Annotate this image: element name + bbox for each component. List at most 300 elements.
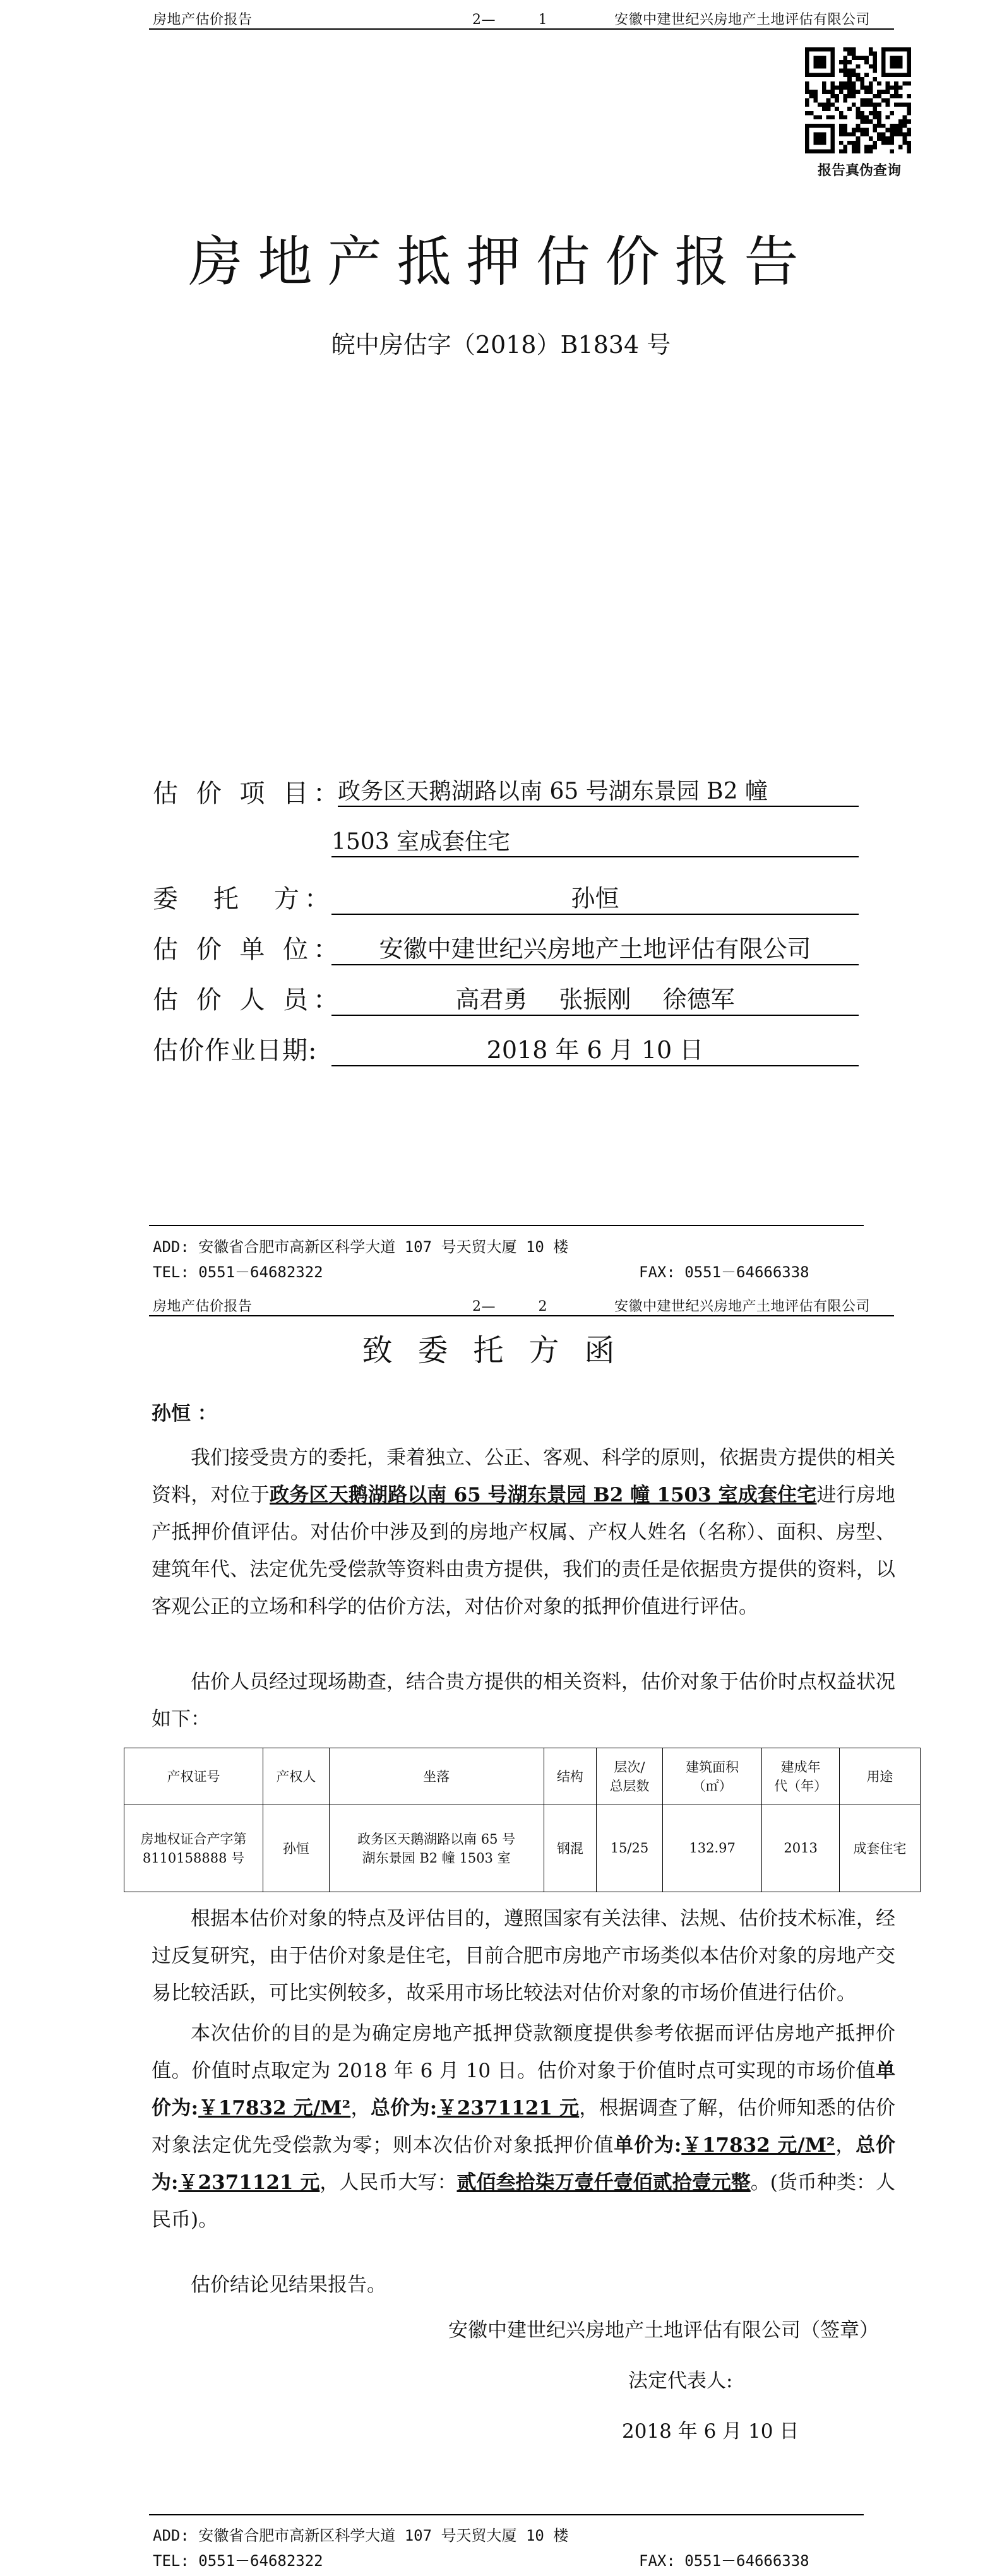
qr-module bbox=[907, 52, 911, 56]
qr-module bbox=[805, 141, 809, 145]
qr-module bbox=[864, 149, 869, 153]
qr-module bbox=[843, 94, 847, 98]
qr-module bbox=[890, 149, 894, 153]
qr-module bbox=[894, 47, 898, 52]
signature-date: 2018 年 6 月 10 日 bbox=[622, 2420, 799, 2443]
qr-module bbox=[822, 90, 826, 94]
page2-footer-tel: TEL: 0551－64682322 bbox=[153, 2552, 323, 2570]
td-area: 132.97 bbox=[662, 1804, 762, 1892]
qr-module bbox=[877, 90, 881, 94]
qr-module bbox=[822, 56, 826, 60]
qr-module bbox=[805, 145, 809, 150]
qr-module bbox=[852, 132, 856, 136]
qr-module bbox=[907, 47, 911, 52]
qr-module bbox=[852, 47, 856, 52]
th-location: 坐落 bbox=[329, 1748, 544, 1804]
qr-module bbox=[869, 136, 873, 141]
qr-module bbox=[852, 145, 856, 150]
qr-module bbox=[894, 128, 898, 133]
qr-module bbox=[881, 60, 886, 64]
qr-module bbox=[898, 102, 903, 107]
qr-module bbox=[890, 132, 894, 136]
qr-module bbox=[886, 102, 890, 107]
qr-module bbox=[890, 47, 894, 52]
p1-c: 进行房地产抵押价值评估。对估价中涉及到的房地产权属、产权人姓名（名称）、面积、房型、建筑年代、法定优先受偿款等资料由贵方提供，我们的责任是依据贵方提供的资料，以客观公正的立场和科学的估价方法，对估价对象的抵押价值进行评估。 bbox=[152, 1484, 896, 1618]
qr-module bbox=[830, 52, 835, 56]
qr-module bbox=[805, 69, 809, 73]
qr-module bbox=[813, 94, 818, 98]
paragraph-4 bbox=[152, 2015, 895, 2239]
qr-module bbox=[860, 119, 864, 124]
qr-module bbox=[873, 141, 878, 145]
qr-module bbox=[894, 124, 898, 128]
qr-module bbox=[864, 73, 869, 77]
qr-module bbox=[860, 98, 864, 103]
qr-module bbox=[856, 56, 861, 60]
td-use: 成套住宅 bbox=[839, 1804, 920, 1892]
qr-module bbox=[847, 73, 852, 77]
qr-module bbox=[877, 132, 881, 136]
qr-module bbox=[830, 94, 835, 98]
qr-module bbox=[809, 149, 814, 153]
qr-module bbox=[898, 64, 903, 69]
project-label: 估 价 项 目： bbox=[153, 779, 344, 808]
qr-module bbox=[890, 128, 894, 133]
qr-module bbox=[826, 116, 831, 120]
p4-b: 单价为: bbox=[152, 2060, 895, 2120]
qr-module bbox=[873, 102, 878, 107]
qr-module bbox=[877, 111, 881, 116]
td-year: 2013 bbox=[762, 1804, 839, 1892]
qr-module bbox=[835, 98, 839, 103]
qr-module bbox=[830, 90, 835, 94]
qr-module bbox=[856, 64, 861, 69]
qr-module bbox=[860, 116, 864, 120]
qr-module bbox=[898, 60, 903, 64]
qr-module bbox=[864, 102, 869, 107]
qr-module bbox=[873, 145, 878, 150]
work-date-value: 2018 年 6 月 10 日 bbox=[331, 1030, 859, 1066]
qr-module bbox=[886, 47, 890, 52]
qr-module bbox=[856, 124, 861, 128]
appraisers-label: 估 价 人 员： bbox=[153, 986, 344, 1015]
qr-module bbox=[843, 69, 847, 73]
qr-module bbox=[813, 56, 818, 60]
qr-module bbox=[805, 102, 809, 107]
qr-module bbox=[826, 149, 831, 153]
p4-k: 总价为: bbox=[152, 2134, 896, 2194]
market-total-price: ￥2371121 元 bbox=[437, 2097, 580, 2120]
qr-module bbox=[852, 149, 856, 153]
qr-module bbox=[898, 94, 903, 98]
qr-module bbox=[886, 136, 890, 141]
qr-module bbox=[877, 81, 881, 86]
qr-module bbox=[903, 136, 907, 141]
qr-module bbox=[822, 73, 826, 77]
qr-module bbox=[907, 119, 911, 124]
property-table bbox=[124, 1748, 921, 1892]
qr-module bbox=[881, 124, 886, 128]
qr-module bbox=[881, 141, 886, 145]
qr-module bbox=[860, 132, 864, 136]
appraiser-unit-value: 安徽中建世纪兴房地产土地评估有限公司 bbox=[331, 929, 859, 965]
qr-module bbox=[890, 85, 894, 90]
qr-module bbox=[856, 141, 861, 145]
qr-module bbox=[907, 102, 911, 107]
qr-module bbox=[869, 102, 873, 107]
qr-module bbox=[818, 136, 822, 141]
qr-module bbox=[830, 132, 835, 136]
qr-module bbox=[839, 90, 844, 94]
qr-module bbox=[894, 73, 898, 77]
qr-module bbox=[852, 81, 856, 86]
page1-header-rule bbox=[149, 28, 894, 30]
qr-module bbox=[805, 81, 809, 86]
qr-module bbox=[881, 90, 886, 94]
signature-legal-rep: 法定代表人: bbox=[628, 2370, 733, 2392]
page1-footer-rule bbox=[149, 1225, 864, 1226]
qr-module bbox=[830, 149, 835, 153]
qr-module bbox=[852, 85, 856, 90]
qr-module bbox=[839, 128, 844, 133]
p4-d: ， bbox=[350, 2097, 371, 2120]
qr-module bbox=[830, 141, 835, 145]
qr-module bbox=[881, 52, 886, 56]
qr-module bbox=[860, 56, 864, 60]
qr-module bbox=[873, 60, 878, 64]
qr-module bbox=[852, 69, 856, 73]
qr-module bbox=[869, 145, 873, 150]
qr-module bbox=[847, 132, 852, 136]
qr-module bbox=[809, 94, 814, 98]
qr-module bbox=[818, 60, 822, 64]
qr-module bbox=[813, 149, 818, 153]
qr-module bbox=[886, 85, 890, 90]
qr-module bbox=[843, 132, 847, 136]
qr-module bbox=[813, 136, 818, 141]
qr-module bbox=[835, 94, 839, 98]
qr-module bbox=[839, 149, 844, 153]
qr-module bbox=[839, 69, 844, 73]
qr-module bbox=[822, 141, 826, 145]
p4-m: ，人民币大写： bbox=[319, 2171, 457, 2194]
qr-module bbox=[886, 128, 890, 133]
qr-module bbox=[898, 119, 903, 124]
p1-a: 我们接受贵方的委托，秉着独立、公正、客观、科学的原则，依据贵方提供的相关资料，对位于 bbox=[152, 1446, 895, 1506]
qr-module bbox=[856, 111, 861, 116]
p2-text: 估价人员经过现场勘查，结合贵方提供的相关资料，估价对象于估价时点权益状况如下： bbox=[152, 1671, 895, 1731]
qr-module bbox=[822, 124, 826, 128]
qr-module bbox=[860, 85, 864, 90]
qr-module bbox=[856, 77, 861, 81]
qr-module bbox=[856, 116, 861, 120]
qr-module bbox=[835, 85, 839, 90]
qr-module bbox=[856, 136, 861, 141]
td-location: 政务区天鹅湖路以南 65 号 湖东景园 B2 幢 1503 室 bbox=[329, 1804, 544, 1892]
qr-module bbox=[881, 64, 886, 69]
qr-module bbox=[890, 73, 894, 77]
salutation-text: 孙恒 ： bbox=[152, 1402, 217, 1425]
qr-module bbox=[852, 94, 856, 98]
qr-module bbox=[881, 132, 886, 136]
qr-module bbox=[860, 111, 864, 116]
qr-module bbox=[839, 60, 844, 64]
qr-module bbox=[869, 111, 873, 116]
qr-module bbox=[869, 149, 873, 153]
qr-module bbox=[830, 145, 835, 150]
qr-module bbox=[873, 116, 878, 120]
qr-module bbox=[864, 90, 869, 94]
qr-module bbox=[805, 128, 809, 133]
qr-module bbox=[852, 52, 856, 56]
qr-module bbox=[890, 141, 894, 145]
qr-module bbox=[860, 81, 864, 86]
qr-module bbox=[898, 73, 903, 77]
page1-header-page-no: 2— 1 bbox=[472, 12, 547, 28]
qr-module bbox=[843, 64, 847, 69]
qr-module bbox=[830, 102, 835, 107]
qr-module bbox=[886, 98, 890, 103]
table-row bbox=[124, 1804, 921, 1892]
qr-module bbox=[907, 60, 911, 64]
page1-header-right: 安徽中建世纪兴房地产土地评估有限公司 bbox=[614, 12, 871, 28]
page2-footer-address: ADD: 安徽省合肥市高新区科学大道 107 号天贸大厦 10 楼 bbox=[153, 2527, 569, 2544]
qr-module bbox=[860, 128, 864, 133]
qr-module bbox=[818, 73, 822, 77]
qr-module bbox=[847, 141, 852, 145]
qr-module bbox=[822, 149, 826, 153]
qr-module bbox=[873, 52, 878, 56]
qr-module bbox=[830, 69, 835, 73]
qr-module bbox=[813, 116, 818, 120]
page1-footer-address: ADD: 安徽省合肥市高新区科学大道 107 号天贸大厦 10 楼 bbox=[153, 1238, 569, 1256]
qr-module bbox=[830, 64, 835, 69]
qr-module bbox=[843, 128, 847, 133]
qr-module bbox=[822, 81, 826, 86]
qr-module bbox=[805, 90, 809, 94]
market-unit-price: ￥17832 元/M² bbox=[198, 2097, 351, 2120]
qr-module bbox=[809, 73, 814, 77]
qr-module bbox=[894, 56, 898, 60]
qr-module bbox=[877, 136, 881, 141]
qr-module bbox=[873, 94, 878, 98]
qr-module bbox=[805, 136, 809, 141]
qr-module bbox=[822, 132, 826, 136]
qr-module bbox=[877, 94, 881, 98]
qr-module bbox=[843, 98, 847, 103]
report-title: 房地产抵押估价报告 bbox=[188, 230, 814, 294]
qr-module bbox=[907, 56, 911, 60]
qr-module bbox=[830, 60, 835, 64]
qr-module bbox=[856, 107, 861, 111]
qr-module bbox=[847, 77, 852, 81]
qr-module bbox=[886, 141, 890, 145]
qr-module bbox=[843, 73, 847, 77]
page2-header-page-no: 2— 2 bbox=[472, 1299, 547, 1315]
qr-module bbox=[903, 102, 907, 107]
qr-module bbox=[898, 124, 903, 128]
qr-module bbox=[852, 141, 856, 145]
qr-module bbox=[805, 52, 809, 56]
work-date-label: 估价作业日期: bbox=[153, 1036, 318, 1065]
qr-module bbox=[869, 85, 873, 90]
page2-footer-rule bbox=[149, 2514, 864, 2515]
page2-header-right: 安徽中建世纪兴房地产土地评估有限公司 bbox=[614, 1299, 871, 1315]
qr-code[interactable] bbox=[805, 47, 911, 153]
qr-module bbox=[813, 73, 818, 77]
page1-footer-tel: TEL: 0551－64682322 bbox=[153, 1263, 323, 1281]
qr-module bbox=[903, 116, 907, 120]
qr-module bbox=[903, 81, 907, 86]
qr-module bbox=[847, 81, 852, 86]
qr-module bbox=[907, 149, 911, 153]
qr-module bbox=[852, 128, 856, 133]
qr-module bbox=[813, 64, 818, 69]
page2-footer-fax: FAX: 0551－64666338 bbox=[639, 2552, 809, 2570]
qr-module bbox=[907, 81, 911, 86]
qr-module bbox=[856, 149, 861, 153]
qr-module bbox=[839, 111, 844, 116]
th-structure: 结构 bbox=[544, 1748, 597, 1804]
qr-module bbox=[852, 73, 856, 77]
qr-module bbox=[856, 128, 861, 133]
qr-module bbox=[898, 128, 903, 133]
qr-module bbox=[822, 47, 826, 52]
qr-module bbox=[835, 107, 839, 111]
qr-module bbox=[903, 132, 907, 136]
th-floor: 层次/ 总层数 bbox=[597, 1748, 663, 1804]
qr-module bbox=[877, 124, 881, 128]
qr-module bbox=[864, 98, 869, 103]
qr-module bbox=[907, 128, 911, 133]
qr-module bbox=[839, 141, 844, 145]
qr-module bbox=[894, 132, 898, 136]
p4-a: 本次估价的目的是为确定房地产抵押贷款额度提供参考依据而评估房地产抵押价值。价值时点取定为 2018 年 6 月 10 日。估价对象于价值时点可实现的市场价值 bbox=[152, 2022, 895, 2082]
qr-module bbox=[843, 149, 847, 153]
qr-module bbox=[898, 145, 903, 150]
qr-module bbox=[907, 111, 911, 116]
qr-module bbox=[818, 56, 822, 60]
th-cert-no: 产权证号 bbox=[124, 1748, 263, 1804]
qr-module bbox=[864, 60, 869, 64]
td-floor: 15/25 bbox=[597, 1804, 663, 1892]
qr-module bbox=[881, 47, 886, 52]
qr-module bbox=[886, 116, 890, 120]
qr-module bbox=[873, 77, 878, 81]
qr-module bbox=[890, 94, 894, 98]
signature-company: 安徽中建世纪兴房地产土地评估有限公司（签章） bbox=[448, 2319, 879, 2342]
th-use: 用途 bbox=[839, 1748, 920, 1804]
qr-module bbox=[805, 56, 809, 60]
qr-module bbox=[898, 47, 903, 52]
qr-module bbox=[869, 90, 873, 94]
report-number: 皖中房估字（2018）B1834 号 bbox=[331, 331, 671, 359]
qr-module bbox=[903, 141, 907, 145]
qr-module bbox=[873, 69, 878, 73]
salutation bbox=[152, 1395, 217, 1433]
page2-header-left: 房地产估价报告 bbox=[153, 1299, 253, 1315]
qr-module bbox=[826, 98, 831, 103]
qr-module bbox=[805, 73, 809, 77]
qr-module bbox=[826, 47, 831, 52]
qr-module bbox=[839, 116, 844, 120]
qr-module bbox=[813, 47, 818, 52]
qr-module bbox=[843, 56, 847, 60]
qr-module bbox=[822, 102, 826, 107]
qr-module bbox=[903, 73, 907, 77]
qr-module bbox=[869, 81, 873, 86]
qr-module bbox=[864, 128, 869, 133]
qr-module bbox=[864, 85, 869, 90]
qr-module bbox=[894, 64, 898, 69]
page1-footer-fax: FAX: 0551－64666338 bbox=[639, 1263, 809, 1281]
qr-module bbox=[881, 136, 886, 141]
qr-module bbox=[822, 136, 826, 141]
qr-module bbox=[886, 73, 890, 77]
qr-module bbox=[864, 56, 869, 60]
qr-module bbox=[890, 56, 894, 60]
qr-module bbox=[843, 81, 847, 86]
qr-module bbox=[877, 102, 881, 107]
qr-module bbox=[903, 47, 907, 52]
qr-module bbox=[809, 90, 814, 94]
project-value-line1: 政务区天鹅湖路以南 65 号湖东景园 B2 幢 bbox=[338, 773, 859, 807]
qr-module bbox=[818, 47, 822, 52]
qr-module bbox=[830, 136, 835, 141]
qr-module bbox=[847, 94, 852, 98]
qr-module bbox=[830, 81, 835, 86]
qr-module bbox=[822, 64, 826, 69]
client-label: 委 托 方： bbox=[153, 885, 335, 914]
qr-module bbox=[843, 145, 847, 150]
qr-module bbox=[839, 124, 844, 128]
qr-module bbox=[890, 111, 894, 116]
appraisers-value: 高君勇 张振刚 徐德军 bbox=[331, 980, 859, 1016]
qr-module bbox=[894, 90, 898, 94]
qr-module bbox=[886, 81, 890, 86]
qr-module bbox=[894, 60, 898, 64]
qr-module bbox=[805, 98, 809, 103]
qr-module bbox=[873, 128, 878, 133]
qr-module bbox=[830, 85, 835, 90]
qr-module bbox=[847, 90, 852, 94]
qr-module bbox=[873, 64, 878, 69]
qr-module bbox=[907, 64, 911, 69]
qr-module bbox=[830, 47, 835, 52]
amount-in-words: 贰佰叁拾柒万壹仟壹佰贰拾壹元整 bbox=[456, 2171, 751, 2194]
table-header-row bbox=[124, 1748, 921, 1804]
qr-module bbox=[809, 124, 814, 128]
qr-module bbox=[830, 56, 835, 60]
qr-module bbox=[873, 111, 878, 116]
th-year: 建成年 代（年） bbox=[762, 1748, 839, 1804]
th-area: 建筑面积 （㎡） bbox=[662, 1748, 762, 1804]
p4-h: 单价为: bbox=[614, 2134, 682, 2157]
qr-module bbox=[852, 90, 856, 94]
qr-module bbox=[805, 64, 809, 69]
qr-module bbox=[869, 98, 873, 103]
qr-module bbox=[890, 60, 894, 64]
qr-module bbox=[830, 73, 835, 77]
qr-module bbox=[903, 124, 907, 128]
qr-module bbox=[813, 60, 818, 64]
qr-module bbox=[813, 98, 818, 103]
qr-module bbox=[818, 102, 822, 107]
qr-module bbox=[894, 102, 898, 107]
qr-module bbox=[830, 124, 835, 128]
qr-module bbox=[818, 124, 822, 128]
qr-module bbox=[869, 47, 873, 52]
